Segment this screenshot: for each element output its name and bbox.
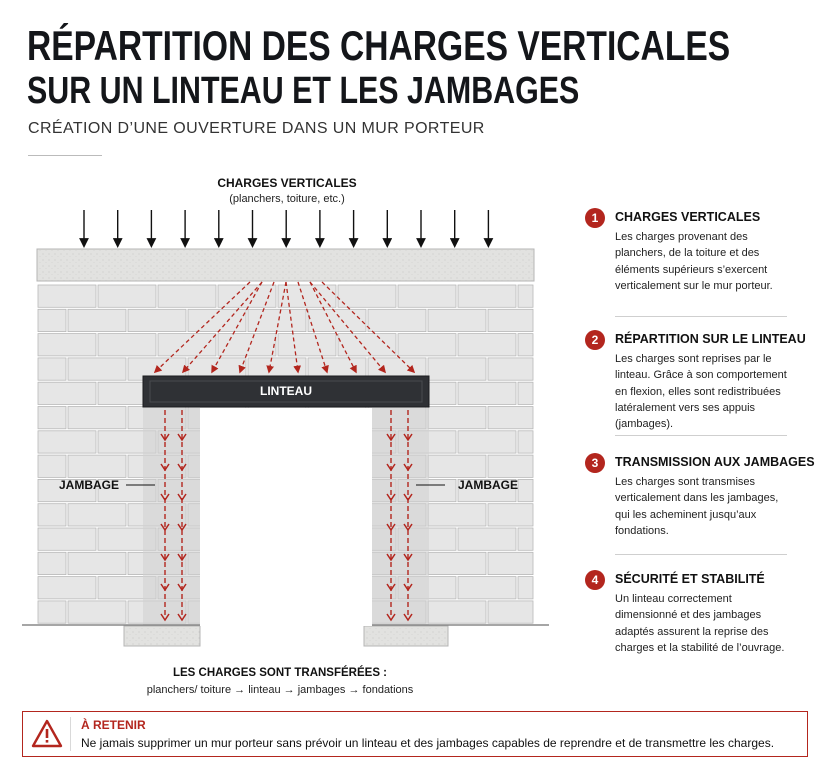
step-divider	[615, 554, 787, 555]
masonry-block	[458, 334, 516, 356]
masonry-block	[278, 334, 336, 356]
masonry-block	[428, 455, 486, 477]
page-title-line2: SUR UN LINTEAU ET LES JAMBAGES	[27, 70, 580, 112]
masonry-block	[158, 334, 216, 356]
masonry-block	[518, 431, 533, 453]
top-slab	[37, 249, 534, 281]
masonry-block	[68, 504, 126, 526]
step-text: Les charges provenant des planchers, de la toiture et des éléments supérieurs s’exercent verticalement sur le mur porteur.	[615, 231, 773, 292]
masonry-block	[68, 455, 126, 477]
step-divider	[615, 316, 787, 317]
masonry-block	[38, 455, 66, 477]
masonry-block	[278, 285, 336, 307]
masonry-block	[458, 285, 516, 307]
masonry-block	[38, 431, 96, 453]
right-jamb	[372, 408, 429, 625]
page-title: RÉPARTITION DES CHARGES VERTICALES	[27, 22, 731, 69]
masonry-block	[98, 334, 156, 356]
masonry-block	[38, 309, 66, 331]
masonry-block	[68, 601, 126, 623]
masonry-block	[368, 309, 426, 331]
masonry-block	[458, 382, 516, 404]
masonry-block	[68, 407, 126, 429]
masonry-block	[518, 479, 533, 501]
masonry-block	[518, 285, 533, 307]
warning-text: Ne jamais supprimer un mur porteur sans prévoir un linteau et des jambages capables de reprendre et de transmettre les charges.	[81, 736, 775, 750]
transfer-path: planchers/ toiture → linteau → jambages → fondations	[146, 684, 414, 696]
wall-opening	[200, 408, 372, 626]
step-title: TRANSMISSION AUX JAMBAGES	[615, 455, 815, 469]
masonry-block	[38, 528, 96, 550]
masonry-block	[488, 407, 533, 429]
masonry-block	[398, 285, 456, 307]
masonry-block	[38, 504, 66, 526]
masonry-block	[488, 455, 533, 477]
masonry-block	[488, 504, 533, 526]
masonry-block	[398, 334, 456, 356]
page-subtitle: CRÉATION D’UNE OUVERTURE DANS UN MUR PORTEUR	[28, 120, 485, 137]
masonry-block	[158, 285, 216, 307]
masonry-block	[38, 285, 96, 307]
masonry-block	[518, 382, 533, 404]
masonry-block	[458, 577, 516, 599]
masonry-block	[98, 285, 156, 307]
masonry-block	[38, 334, 96, 356]
step-text: Un linteau correctement dimensionné et des jambages adaptés assurent la reprise des charges et la stabilité de l’ouvrage.	[615, 593, 785, 654]
masonry-block	[428, 504, 486, 526]
masonry-block	[518, 528, 533, 550]
masonry-block	[38, 382, 96, 404]
masonry-block	[38, 577, 96, 599]
masonry-block	[38, 358, 66, 380]
warning-triangle-icon	[31, 719, 63, 749]
step-text: Les charges sont reprises par le linteau. Grâce à son comportement en flexion, elles sont redistribuées latéralement vers ses appuis (jambages).	[615, 353, 787, 431]
masonry-block	[428, 309, 486, 331]
right-footing	[364, 626, 448, 646]
masonry-block	[38, 407, 66, 429]
masonry-block	[518, 334, 533, 356]
step-number: 2	[585, 330, 605, 350]
loads-title: CHARGES VERTICALES	[217, 176, 357, 190]
loads-subtitle: (planchers, toiture, etc.)	[229, 193, 345, 205]
step-title: SÉCURITÉ ET STABILITÉ	[615, 572, 765, 586]
masonry-block	[428, 601, 486, 623]
masonry-block	[308, 309, 366, 331]
right-jamb-label: JAMBAGE	[458, 478, 519, 492]
masonry-block	[68, 358, 126, 380]
masonry-block	[128, 309, 186, 331]
masonry-block	[488, 552, 533, 574]
step-number: 4	[585, 570, 605, 590]
masonry-block	[458, 431, 516, 453]
step-text: Les charges sont transmises verticalement dans les jambages, qui les acheminent jusqu’aux fondations.	[615, 476, 779, 537]
masonry-block	[488, 601, 533, 623]
warning-box	[22, 711, 808, 757]
step-number: 1	[585, 208, 605, 228]
masonry-block	[488, 358, 533, 380]
masonry-block	[428, 552, 486, 574]
vertical-load-arrows	[84, 210, 488, 246]
masonry-block	[488, 309, 533, 331]
masonry-block	[338, 285, 396, 307]
step-divider	[615, 435, 787, 436]
masonry-block	[38, 601, 66, 623]
step-number: 3	[585, 453, 605, 473]
step-title: RÉPARTITION SUR LE LINTEAU	[615, 332, 806, 346]
warning-title: À RETENIR	[81, 718, 146, 732]
masonry-block	[428, 407, 486, 429]
left-jamb	[143, 408, 200, 625]
masonry-block	[458, 528, 516, 550]
step-title: CHARGES VERTICALES	[615, 210, 761, 224]
masonry-block	[68, 309, 126, 331]
masonry-block	[518, 577, 533, 599]
left-jamb-label: JAMBAGE	[59, 478, 120, 492]
masonry-block	[38, 552, 66, 574]
masonry-block	[428, 358, 486, 380]
left-footing	[124, 626, 200, 646]
masonry-block	[218, 285, 276, 307]
masonry-block	[68, 552, 126, 574]
lintel-label: LINTEAU	[260, 384, 312, 398]
transfer-title: LES CHARGES SONT TRANSFÉRÉES :	[172, 667, 388, 679]
